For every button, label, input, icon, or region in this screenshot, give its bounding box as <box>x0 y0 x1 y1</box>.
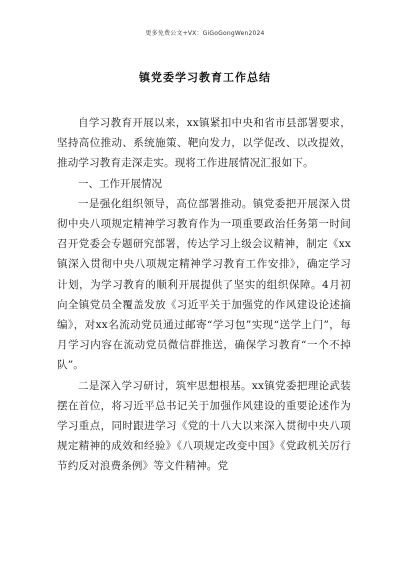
header-note: 更多免费公文+VX：GiGoGongWen2024 <box>145 30 265 37</box>
body-paragraph: 一是强化组织领导，高位部署推动。镇党委把开展深入贯彻中央八项规定精神学习教育作为一项重要政治任务第一时间召开党委会专题研究部署，传达学习上级会议精神，制定《xx镇深入贯彻中央八项规定精神学习教育工作安排》，确定学习计划，为学习教育的顺利开展提供了坚实的组织保障。4月初向全镇党员全覆盖发放《习近平关于加强党的作风建设论述摘编》，对xx名流动党员通过邮寄“学习包”实现“送学上门”，每月学习内容在流动党员微信群推送，确保学习教育“一个不掉队”。 <box>57 197 351 372</box>
intro-paragraph: 自学习教育开展以来，xx镇紧扣中央和省市县部署要求，坚持高位推动、系统施策、靶向发力，以学促改、以改提效，推动学习教育走深走实。现将工作进展情况汇报如下。 <box>57 117 351 170</box>
document-body <box>57 113 351 477</box>
section-heading: 一、工作开展情况 <box>78 177 162 190</box>
body-paragraph: 二是深入学习研讨，筑牢思想根基。xx镇党委把理论武装摆在首位，将习近平总书记关于加强作风建设的重要论述作为学习重点，同时跟进学习《党的十八大以来深入贯彻中央八项规定精神的成效和经验》《八项规定改变中国》《党政机关厉行节约反对浪费条例》等文件精神。党 <box>57 379 351 473</box>
document-title: 镇党委学习教育工作总结 <box>139 71 271 84</box>
